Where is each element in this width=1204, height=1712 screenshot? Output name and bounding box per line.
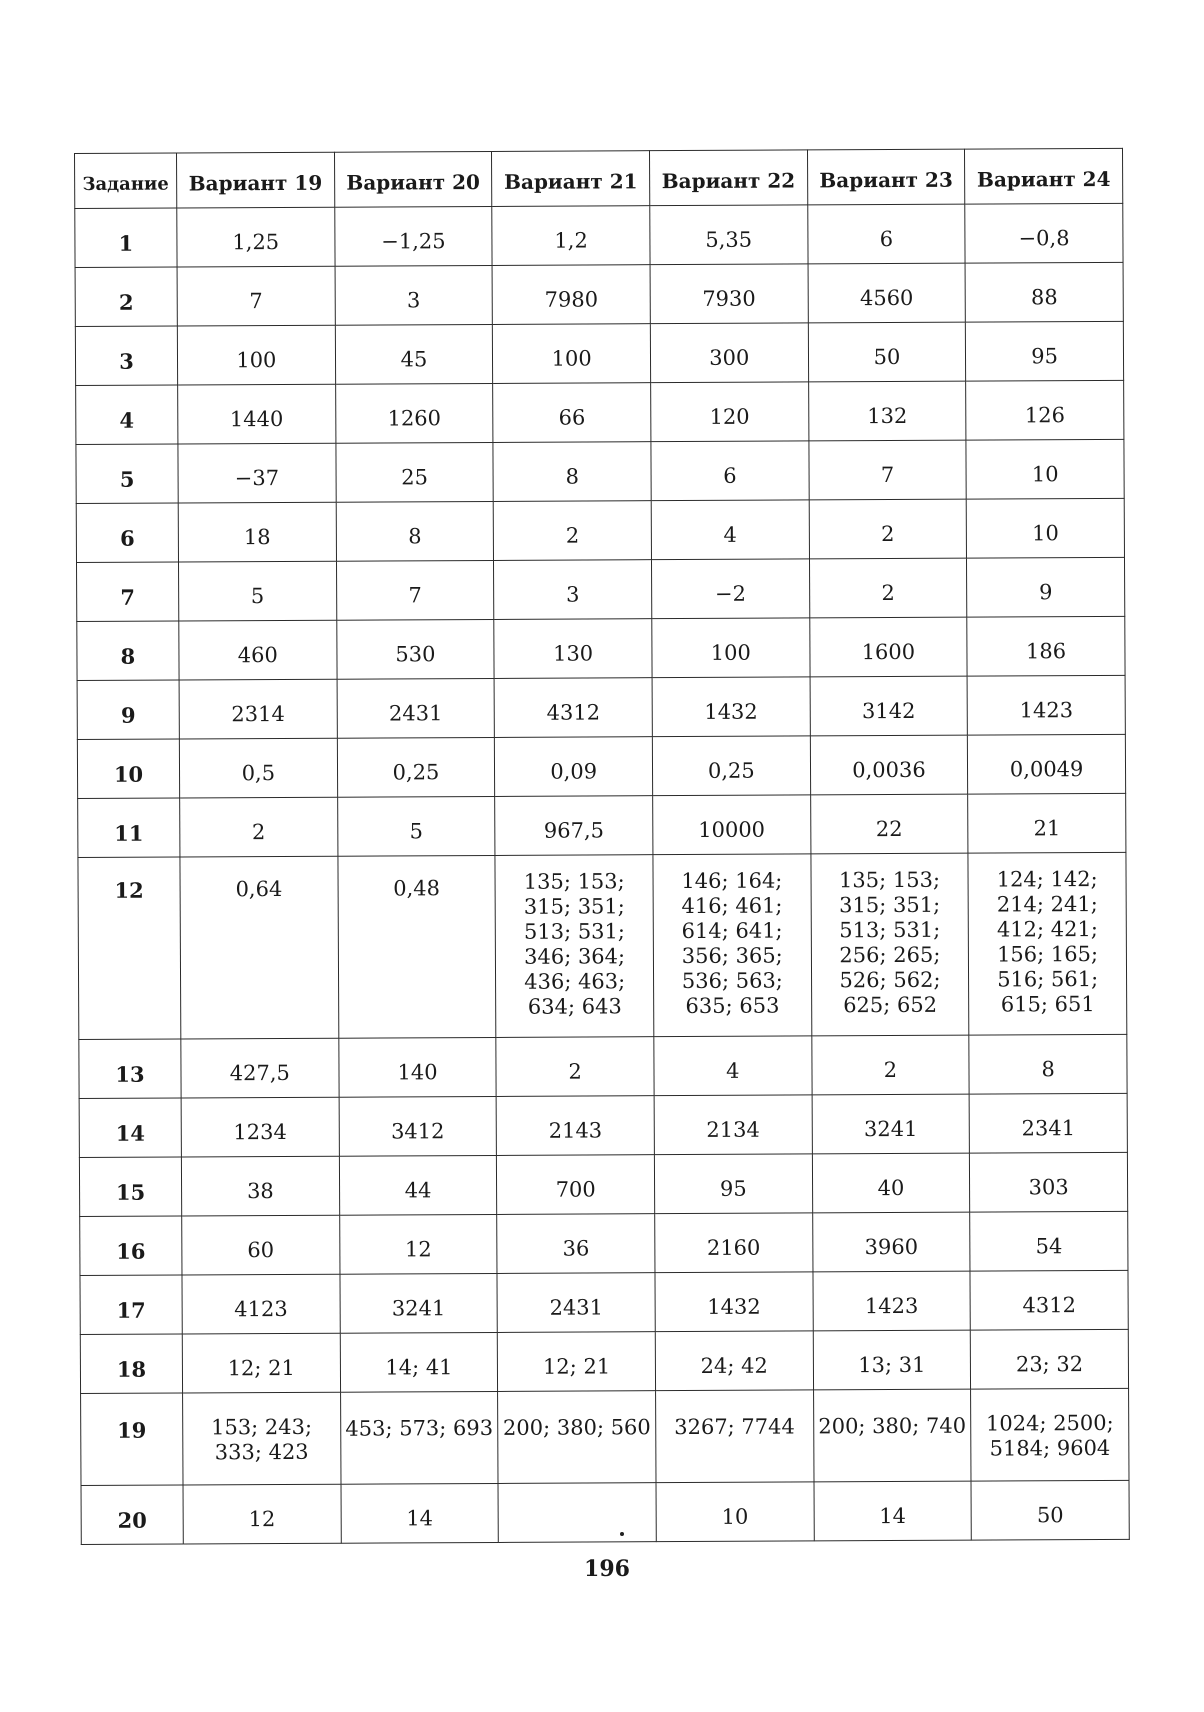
answer-cell: −0,8: [965, 203, 1123, 263]
answer-cell: 54: [970, 1211, 1128, 1271]
answer-cell: 4: [654, 1036, 812, 1096]
table-row: [75, 321, 1123, 385]
answer-cell: 2: [809, 558, 967, 618]
answer-cell: 100: [177, 325, 335, 385]
answer-cell: 6: [807, 204, 965, 264]
task-number: 18: [80, 1334, 182, 1393]
answer-cell: 10: [966, 439, 1124, 499]
answer-cell: 8: [493, 442, 651, 502]
answer-cell: 1600: [809, 617, 967, 677]
answer-cell: 1024; 2500; 5184; 9604: [971, 1388, 1129, 1481]
answer-cell: 7: [177, 266, 335, 326]
answer-cell: 135; 153; 315; 351; 513; 531; 256; 265; 526; 562; 625; 652: [811, 853, 970, 1036]
table-row: [76, 380, 1124, 444]
answer-cell: 1234: [181, 1097, 339, 1157]
answer-cell: 0,25: [652, 736, 810, 796]
answer-cell: 14: [814, 1481, 972, 1541]
answer-cell: 530: [336, 619, 494, 679]
answer-cell: 427,5: [181, 1038, 339, 1098]
answer-cell: 1260: [335, 383, 493, 443]
answer-cell: 2160: [655, 1213, 813, 1273]
answer-cell: 4560: [808, 263, 966, 323]
table-row: [79, 1034, 1127, 1098]
answer-cell: 146; 164; 416; 461; 614; 641; 356; 365; 536; 563; 635; 653: [653, 854, 812, 1037]
answer-cell: 1423: [813, 1271, 971, 1331]
answer-cell: 38: [181, 1156, 339, 1216]
answer-cell: 22: [810, 794, 968, 854]
answer-cell: 2431: [497, 1273, 655, 1333]
answer-cell: 0,64: [180, 856, 339, 1039]
answer-cell: 3241: [340, 1273, 498, 1333]
answer-cell: 3412: [339, 1096, 497, 1156]
answer-cell: 303: [970, 1152, 1128, 1212]
answer-cell: 1,2: [492, 206, 650, 266]
answer-cell: 1,25: [177, 207, 335, 267]
table-row: [77, 675, 1125, 739]
answer-cell: 7: [809, 440, 967, 500]
task-number: 1: [75, 208, 177, 267]
answer-cell: 7: [336, 560, 494, 620]
answer-cell: 40: [812, 1153, 970, 1213]
answer-cell: 200; 380; 740: [813, 1389, 971, 1482]
header-variant-23: Вариант 23: [807, 149, 965, 205]
answer-cell: 0,5: [179, 738, 337, 798]
answer-cell: 12: [183, 1484, 341, 1544]
answer-cell: 95: [654, 1154, 812, 1214]
answer-cell: 1423: [967, 675, 1125, 735]
answer-cell: 24; 42: [655, 1331, 813, 1391]
table-row: [76, 498, 1124, 562]
answer-cell: 10: [656, 1482, 814, 1542]
answer-cell: 0,09: [495, 737, 653, 797]
table-row: [80, 1329, 1128, 1393]
answer-cell: 2143: [496, 1096, 654, 1156]
task-number: 10: [77, 739, 179, 798]
table-row: [78, 852, 1127, 1039]
header-variant-20: Вариант 20: [334, 151, 492, 207]
answer-cell: 1432: [655, 1272, 813, 1332]
table-row: [80, 1270, 1128, 1334]
header-variant-21: Вариант 21: [492, 151, 650, 207]
table-row: [79, 1152, 1127, 1216]
task-number: 2: [75, 267, 177, 326]
table-row: [77, 734, 1125, 798]
answer-cell: 1440: [178, 384, 336, 444]
answer-cell: 4312: [494, 678, 652, 738]
task-number: 5: [76, 444, 178, 503]
answer-cell: 66: [493, 383, 651, 443]
answer-cell: 3142: [810, 676, 968, 736]
task-number: 6: [76, 503, 178, 562]
answer-cell: 186: [967, 616, 1125, 676]
answer-cell: 460: [179, 620, 337, 680]
answer-cell: 9: [967, 557, 1125, 617]
answer-cell: 130: [494, 619, 652, 679]
answer-cell: 4123: [182, 1274, 340, 1334]
task-number: 8: [77, 621, 179, 680]
answer-cell: 14; 41: [340, 1332, 498, 1392]
answer-cell: 50: [971, 1480, 1129, 1540]
answer-cell: 8: [336, 501, 494, 561]
answer-cell: 5,35: [650, 205, 808, 265]
task-number: 4: [76, 385, 178, 444]
answer-cell: 200; 380; 560: [498, 1391, 656, 1484]
header-task: Задание: [75, 153, 177, 208]
answer-cell: 100: [652, 618, 810, 678]
answer-cell: 2: [494, 501, 652, 561]
task-number: 11: [78, 798, 180, 857]
answer-cell: 25: [336, 442, 494, 502]
table-row: [76, 439, 1124, 503]
answer-cell: 1432: [652, 677, 810, 737]
table-header-row: [75, 148, 1123, 208]
answer-cell: 3: [335, 265, 493, 325]
answer-cell: 60: [182, 1215, 340, 1275]
answer-cell: 8: [969, 1034, 1127, 1094]
answer-cell: 2431: [337, 678, 495, 738]
answer-cell: 7980: [492, 265, 650, 325]
table-row: [78, 793, 1126, 857]
table-row: [77, 557, 1125, 621]
task-number: 13: [79, 1039, 181, 1098]
answer-cell: 0,0036: [810, 735, 968, 795]
task-number: 15: [79, 1157, 181, 1216]
answer-cell: 18: [178, 502, 336, 562]
header-variant-19: Вариант 19: [177, 152, 335, 208]
answer-cell: 0,0049: [968, 734, 1126, 794]
scan-speck: [620, 1532, 624, 1536]
answer-cell: 2341: [969, 1093, 1127, 1153]
answer-cell: 5: [178, 561, 336, 621]
answer-cell: 88: [965, 262, 1123, 322]
answer-cell: 300: [650, 323, 808, 383]
answer-cell: 135; 153; 315; 351; 513; 531; 346; 364; 436; 463; 634; 643: [495, 855, 654, 1038]
answer-cell: 23; 32: [971, 1329, 1129, 1389]
answer-cell: −2: [651, 559, 809, 619]
task-number: 14: [79, 1098, 181, 1157]
answer-cell: 4: [651, 500, 809, 560]
answers-table: [74, 148, 1130, 1545]
answer-cell: 5: [337, 796, 495, 856]
answer-cell: 45: [335, 324, 493, 384]
answer-cell: 2134: [654, 1095, 812, 1155]
answer-cell: 12; 21: [498, 1332, 656, 1392]
answer-cell: 120: [651, 382, 809, 442]
answer-cell: 10000: [653, 795, 811, 855]
answer-cell: 100: [493, 324, 651, 384]
answer-cell: 2: [809, 499, 967, 559]
answer-cell: 0,25: [337, 737, 495, 797]
task-number: 12: [78, 857, 181, 1039]
answer-cell: −1,25: [334, 206, 492, 266]
answer-cell: 3960: [812, 1212, 970, 1272]
task-number: 17: [80, 1275, 182, 1334]
answer-cell: 50: [808, 322, 966, 382]
answer-cell: 3267; 7744: [656, 1390, 814, 1483]
answer-cell: 2: [496, 1037, 654, 1097]
answer-cell: 967,5: [495, 796, 653, 856]
answer-cell: 14: [341, 1483, 499, 1543]
answer-cell: 44: [339, 1155, 497, 1215]
answer-cell: 0,48: [338, 855, 497, 1038]
table-row: [81, 1388, 1129, 1485]
answer-cell: 6: [651, 441, 809, 501]
table-row: [81, 1480, 1129, 1544]
answer-cell: 132: [808, 381, 966, 441]
table-row: [75, 203, 1123, 267]
table-row: [80, 1211, 1128, 1275]
answer-cell: 153; 243; 333; 423: [183, 1392, 341, 1485]
answer-cell: [498, 1483, 656, 1543]
answer-cell: 3: [494, 560, 652, 620]
answer-cell: 12; 21: [182, 1333, 340, 1393]
table-row: [75, 262, 1123, 326]
answer-cell: 124; 142; 214; 241; 412; 421; 156; 165; 516; 561; 615; 651: [968, 852, 1127, 1035]
header-variant-22: Вариант 22: [649, 150, 807, 206]
answer-cell: 453; 573; 693: [340, 1391, 498, 1484]
answer-cell: 4312: [970, 1270, 1128, 1330]
answer-cell: 7930: [650, 264, 808, 324]
answer-cell: 126: [966, 380, 1124, 440]
answer-cell: 95: [966, 321, 1124, 381]
answer-cell: 10: [966, 498, 1124, 558]
answer-cell: −37: [178, 443, 336, 503]
answer-cell: 700: [497, 1155, 655, 1215]
page-number: 196: [584, 1556, 630, 1582]
answer-cell: 2314: [179, 679, 337, 739]
answer-cell: 36: [497, 1214, 655, 1274]
answer-cell: 2: [811, 1035, 969, 1095]
task-number: 9: [77, 680, 179, 739]
task-number: 3: [75, 326, 177, 385]
task-number: 20: [81, 1485, 183, 1544]
task-number: 16: [80, 1216, 182, 1275]
table-row: [77, 616, 1125, 680]
answer-cell: 140: [338, 1037, 496, 1097]
answer-cell: 21: [968, 793, 1126, 853]
answer-cell: 2: [180, 797, 338, 857]
table-row: [79, 1093, 1127, 1157]
task-number: 7: [77, 562, 179, 621]
answer-cell: 3241: [812, 1094, 970, 1154]
header-variant-24: Вариант 24: [965, 148, 1123, 204]
answer-cell: 13; 31: [813, 1330, 971, 1390]
answer-cell: 12: [339, 1214, 497, 1274]
task-number: 19: [81, 1393, 183, 1485]
